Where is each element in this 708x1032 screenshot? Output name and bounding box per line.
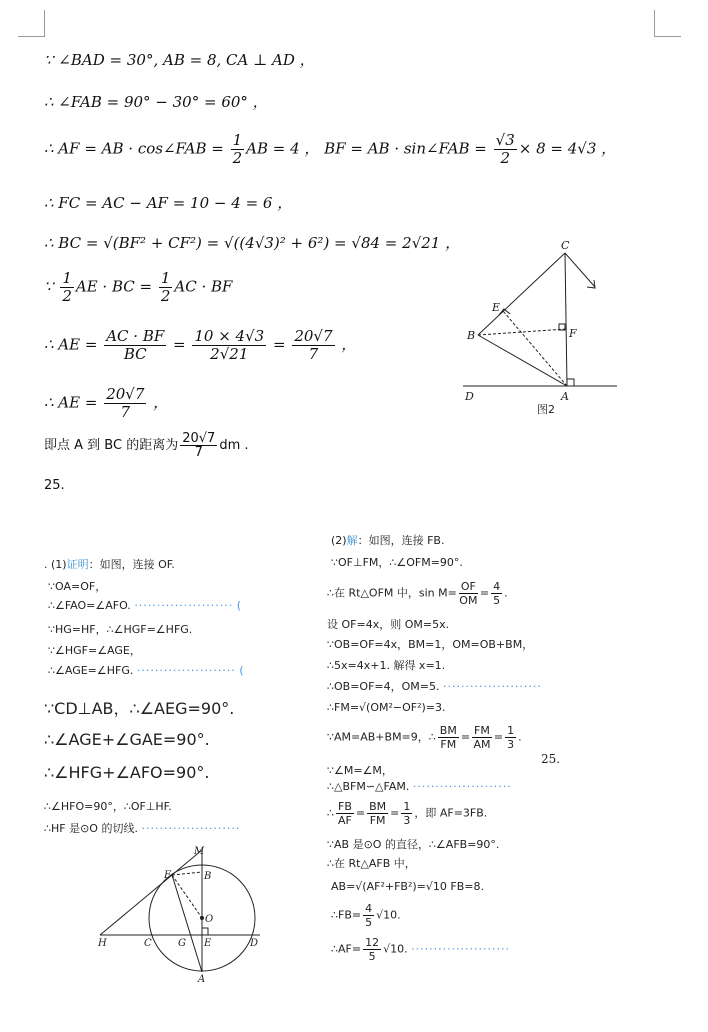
fraction-half-2: $\frac{1}{2}$ xyxy=(160,269,171,305)
right-line-12: ∴ $\frac{FB}{AF}$ = $\frac{BM}{FM}$ = $\frac{1}{3}$ ，即 AF=3FB. xyxy=(327,800,488,827)
left-line-11: ∴HF 是⊙O 的切线. ······················ xyxy=(44,822,241,835)
right-line-17: ∴AF= $\frac{12}{5}$ √10. ······················ xyxy=(331,936,511,963)
left-line-6: ∴∠AGE=∠HFG. ······················ ( xyxy=(48,664,245,677)
line-fa xyxy=(172,875,202,972)
line-given-angle: ∵ ∠BAD = 30°, AB = 8, CA ⊥ AD ， xyxy=(44,51,315,69)
line-ae-result: ∴ AE = $\frac{20√7}{7}$ ， xyxy=(44,385,169,421)
label-c: C xyxy=(561,239,570,252)
arrow-head xyxy=(587,280,595,288)
label-e2: E xyxy=(204,938,212,949)
right-line-14: ∴在 Rt△AFB 中， xyxy=(327,857,416,870)
right-line-4: 设 OF=4x，则 OM=5x. xyxy=(327,618,450,631)
label-b: B xyxy=(467,329,476,342)
right-line-8: ∴FM=√(OM²−OF²)=3. xyxy=(327,701,446,714)
line-ae xyxy=(503,311,567,386)
left-line-9: ∴∠HFG+∠AFO=90°. xyxy=(44,763,210,782)
line-ba xyxy=(478,335,567,386)
line-fb xyxy=(172,872,202,875)
label-f2: F xyxy=(164,870,171,881)
label-d2: D xyxy=(250,938,259,949)
right-angle-a xyxy=(567,379,574,386)
line-ca xyxy=(565,253,567,386)
fraction-20sqrt7-over-7: $\frac{20√7}{7}$ xyxy=(294,327,333,363)
arrow-line xyxy=(565,253,595,287)
label-h: H xyxy=(98,938,107,949)
left-line-10: ∴∠HFO=90°，∴OF⊥HF. xyxy=(44,800,172,813)
right-line-13: ∵AB 是⊙O 的直径，∴∠AFB=90°. xyxy=(327,838,500,851)
label-e: E xyxy=(492,301,501,314)
corner-mark-top-right xyxy=(654,10,681,37)
right-line-9: ∵AM=AB+BM=9，∴ $\frac{BM}{FM}$ = $\frac{FM}{AM}$ = $\frac{1}{3}$ . xyxy=(327,724,522,751)
left-line-7: ∵CD⊥AB，∴∠AEG=90°. xyxy=(44,699,235,718)
fraction-sqrt3-over-2: $\frac{√3}{2}$ xyxy=(495,131,515,167)
right-line-5: ∵OB=OF=4x，BM=1，OM=OB+BM， xyxy=(327,638,534,651)
fraction-half-1: $\frac{1}{2}$ xyxy=(62,269,72,305)
center-o xyxy=(201,917,204,920)
figure-caption: 图2 xyxy=(537,403,555,416)
right-line-11: ∴△BFM∽△FAM. ······················ xyxy=(327,780,512,793)
bf-result: × 8 = 4√3 ， xyxy=(518,139,617,158)
right-line-16: ∴FB= $\frac{4}{5}$ √10. xyxy=(331,902,401,929)
corner-mark-top-left xyxy=(18,10,45,37)
af-expr: ∴ AF = AB · cos∠FAB = xyxy=(44,139,229,158)
left-line-5: ∵∠HGF=∠AGE， xyxy=(48,644,141,657)
line-fc: ∴ FC = AC − AF = 10 − 4 = 6 ， xyxy=(44,194,293,212)
fraction-distance: $\frac{20√7}{7}$ xyxy=(182,431,216,460)
line-angle-fab: ∴ ∠FAB = 90° − 30° = 60° ， xyxy=(44,93,268,111)
right-line-1: (2)解：如图，连接 FB. xyxy=(331,534,445,547)
right-line-10: ∵∠M=∠M， xyxy=(327,764,393,777)
line-distance-conclusion: 即点 A 到 BC 的距离为 $\frac{20√7}{7}$ dm . xyxy=(44,431,249,460)
label-c2: C xyxy=(144,938,152,949)
label-m: M xyxy=(194,846,205,857)
right-line-6: ∴5x=4x+1. 解得 x=1. xyxy=(327,659,446,672)
line-af-bf xyxy=(44,132,616,167)
label-a2: A xyxy=(198,974,206,984)
bf-expr: AB = 4 ， BF = AB · sin∠FAB = xyxy=(246,139,492,158)
line-bf xyxy=(478,329,566,335)
figure-2 xyxy=(455,235,625,420)
left-line-3: ∴∠FAO=∠AFO. ······················ ( xyxy=(48,599,243,612)
fraction-ae-value: $\frac{20√7}{7}$ xyxy=(106,385,145,421)
label-f: F xyxy=(569,327,577,340)
line-cb xyxy=(478,253,565,335)
right-line-3: ∴在 Rt△OFM 中，sin M= $\frac{OF}{OM}$ = $\frac{4}{5}$ . xyxy=(327,580,508,607)
fraction-half: $\frac{1}{2}$ xyxy=(232,131,243,167)
left-line-4: ∵HG=HF，∴∠HGF=∠HFG. xyxy=(48,623,193,636)
right-label-25: 25. xyxy=(541,752,561,766)
line-fo xyxy=(172,875,202,918)
label-b2: B xyxy=(204,871,212,882)
left-line-2: ∵OA=OF， xyxy=(48,580,107,593)
right-line-15: AB=√(AF²+FB²)=√10 FB=8. xyxy=(331,880,484,893)
right-line-2: ∵OF⊥FM，∴∠OFM=90°. xyxy=(331,556,463,569)
label-o: O xyxy=(205,914,214,925)
label-a: A xyxy=(561,390,569,403)
right-line-7: ∴OB=OF=4，OM=5. ······················ xyxy=(327,680,542,693)
right-angle-e2 xyxy=(202,928,208,935)
problem-number-25: 25. xyxy=(44,478,65,493)
left-line-8: ∴∠AGE+∠GAE=90°. xyxy=(44,730,210,749)
line-bc: ∴ BC = √(BF² + CF²) = √((4√3)² + 6²) = √84 = 2√21 ， xyxy=(44,234,461,252)
line-ae-compute: ∴ AE = $\frac{AC \cdot BF}{BC}$ = $\frac{10 \times 4√3}{2√21}$ = $\frac{20√7}{7}$ ， xyxy=(44,327,357,363)
circle-figure xyxy=(90,842,270,984)
fraction-numeric: $\frac{10 \times 4√3}{2√21}$ xyxy=(194,327,265,363)
line-area-equation: ∵ $\frac{1}{2}$ AE · BC = $\frac{1}{2}$ AC · BF xyxy=(44,269,233,305)
fraction-ac-bf-over-bc: $\frac{AC \cdot BF}{BC}$ xyxy=(106,327,165,363)
left-line-1: . (1)证明：如图，连接 OF. xyxy=(44,558,175,571)
label-d: D xyxy=(465,390,474,403)
label-g: G xyxy=(178,938,186,949)
